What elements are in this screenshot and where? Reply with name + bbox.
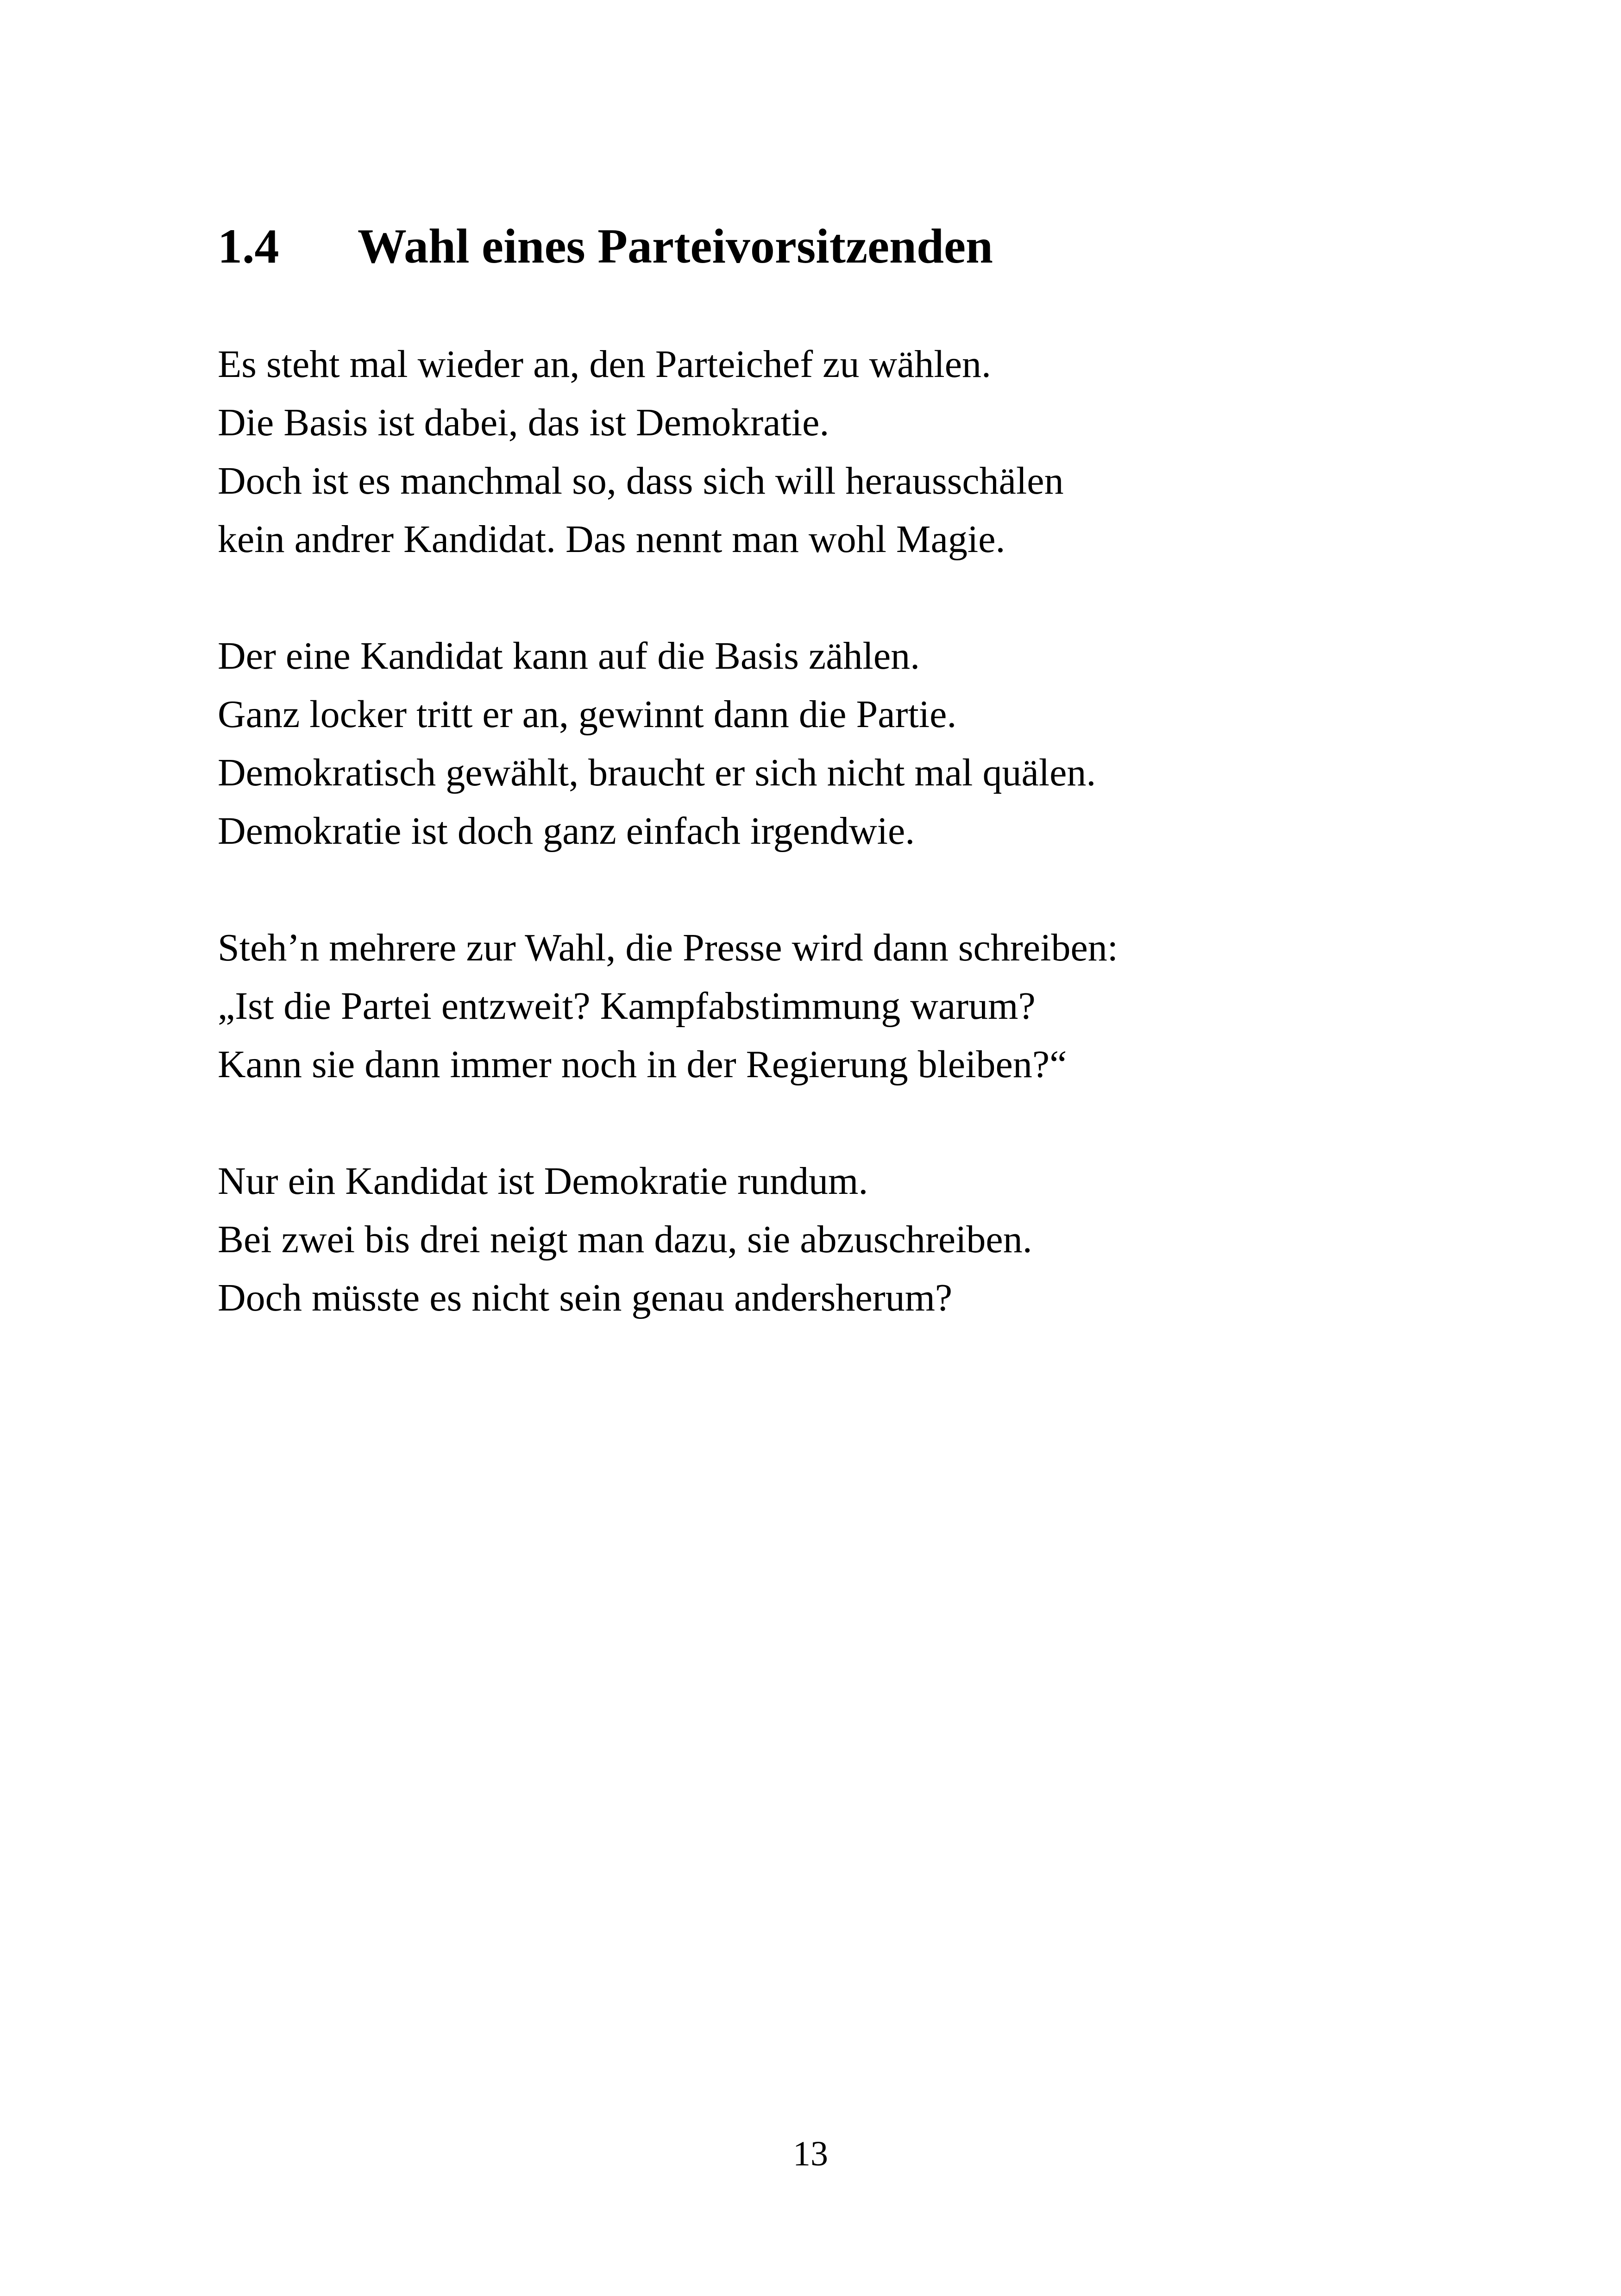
poem-line: Kann sie dann immer noch in der Regierung bleiben?“ (218, 1043, 1067, 1086)
poem-line: Bei zwei bis drei neigt man dazu, sie abzuschreiben. (218, 1218, 1032, 1261)
stanza-4 (218, 1152, 1468, 1327)
poem-line: kein andrer Kandidat. Das nennt man wohl Magie. (218, 518, 1005, 561)
section-title: Wahl eines Parteivorsitzenden (358, 219, 993, 273)
poem-line: Nur ein Kandidat ist Demokratie rundum. (218, 1160, 868, 1203)
poem-line: Steh’n mehrere zur Wahl, die Presse wird dann schreiben: (218, 926, 1118, 969)
stanza-1 (218, 335, 1468, 569)
poem-line: Demokratie ist doch ganz einfach irgendwie. (218, 809, 915, 853)
poem-line: Es steht mal wieder an, den Parteichef zu wählen. (218, 343, 992, 386)
poem-line: Die Basis ist dabei, das ist Demokratie. (218, 401, 829, 444)
poem-line: Demokratisch gewählt, braucht er sich nicht mal quälen. (218, 751, 1096, 794)
poem-line: „Ist die Partei entzweit? Kampfabstimmung warum? (218, 985, 1036, 1028)
poem-line: Der eine Kandidat kann auf die Basis zählen. (218, 634, 920, 678)
stanza-2 (218, 627, 1468, 860)
section-heading (218, 214, 993, 279)
stanza-3 (218, 919, 1468, 1094)
poem-body (218, 335, 1468, 1386)
poem-line: Doch ist es manchmal so, dass sich will herausschälen (218, 459, 1064, 502)
poem-line: Doch müsste es nicht sein genau andersherum? (218, 1276, 953, 1319)
poem-line: Ganz locker tritt er an, gewinnt dann die Partie. (218, 693, 957, 736)
section-number: 1.4 (218, 219, 279, 273)
page-number: 13 (793, 2134, 828, 2173)
